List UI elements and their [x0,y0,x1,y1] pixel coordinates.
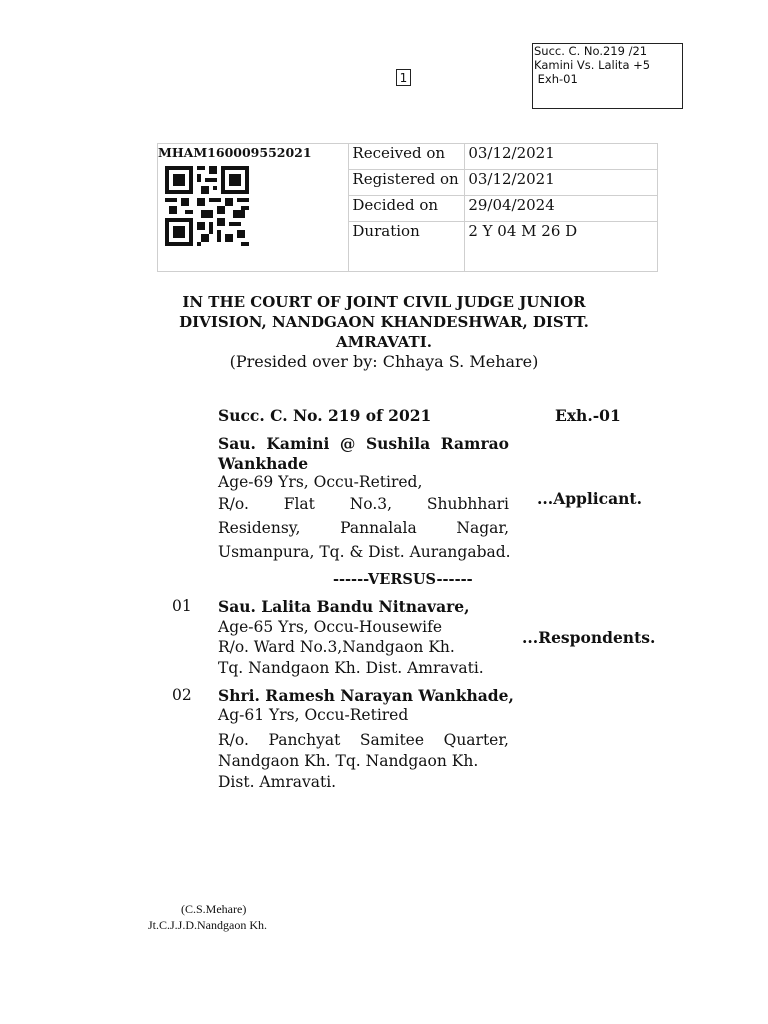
exhibit-number: Exh.-01 [555,406,621,425]
reg-value: 2 Y 04 M 26 D [465,222,658,248]
reg-value: 29/04/2024 [465,196,658,222]
respondent-detail: R/o. Ward No.3,Nandgaon Kh. [218,638,455,656]
qr-code-icon [165,166,249,246]
respondent-detail: R/o. Panchyat Samitee Quarter, [218,731,509,749]
signature-designation: Jt.C.J.J.D.Nandgaon Kh. [148,918,267,932]
case-reference-box [532,43,683,109]
court-title-line: DIVISION, NANDGAON KHANDESHWAR, DISTT. [179,313,589,331]
respondent-detail: Nandgaon Kh. Tq. Nandgaon Kh. [218,752,479,770]
respondent-number: 01 [172,597,192,615]
reg-empty-cell [349,248,465,272]
case-number: Succ. C. No. 219 of 2021 [218,406,432,425]
cnr-number: MHAM160009552021 [158,145,312,160]
respondent-name: Shri. Ramesh Narayan Wankhade, [218,686,514,705]
reg-value: 03/12/2021 [465,144,658,170]
reg-label: Registered on [349,170,465,196]
applicant-address: Residensy, Pannalala Nagar, [218,519,509,537]
applicant-name: Sau. Kamini @ Sushila Ramrao [218,434,509,453]
court-title-line: IN THE COURT OF JOINT CIVIL JUDGE JUNIOR [182,293,586,311]
reg-label: Received on [349,144,465,170]
respondents-role: ...Respondents. [522,628,656,647]
page-number: 1 [396,69,411,86]
respondent-detail: Age-65 Yrs, Occu-Housewife [218,618,443,636]
respondent-detail: Dist. Amravati. [218,773,337,791]
applicant-role: ...Applicant. [537,489,642,508]
respondent-detail: Tq. Nandgaon Kh. Dist. Amravati. [218,659,484,677]
applicant-age: Age-69 Yrs, Occu-Retired, [218,473,423,491]
applicant-address: R/o. Flat No.3, Shubhhari [218,495,509,513]
court-title-line: AMRAVATI. [336,333,432,351]
court-title [150,292,618,352]
respondent-detail: Ag-61 Yrs, Occu-Retired [218,706,409,724]
case-ref-line: Exh-01 [534,72,578,86]
respondent-number: 02 [172,686,192,704]
signature-name: (C.S.Mehare) [181,902,247,916]
respondent-name: Sau. Lalita Bandu Nitnavare, [218,597,470,616]
reg-label: Duration [349,222,465,248]
reg-value: 03/12/2021 [465,170,658,196]
reg-label: Decided on [349,196,465,222]
applicant-address: Usmanpura, Tq. & Dist. Aurangabad. [218,543,511,561]
reg-empty-cell [465,248,658,272]
versus-divider: ------VERSUS------ [333,571,473,588]
case-ref-line: Kamini Vs. Lalita +5 [534,58,651,72]
case-ref-line: Succ. C. No.219 /21 [534,44,648,58]
applicant-name: Wankhade [218,454,309,473]
presiding-officer: (Presided over by: Chhaya S. Mehare) [229,352,539,371]
